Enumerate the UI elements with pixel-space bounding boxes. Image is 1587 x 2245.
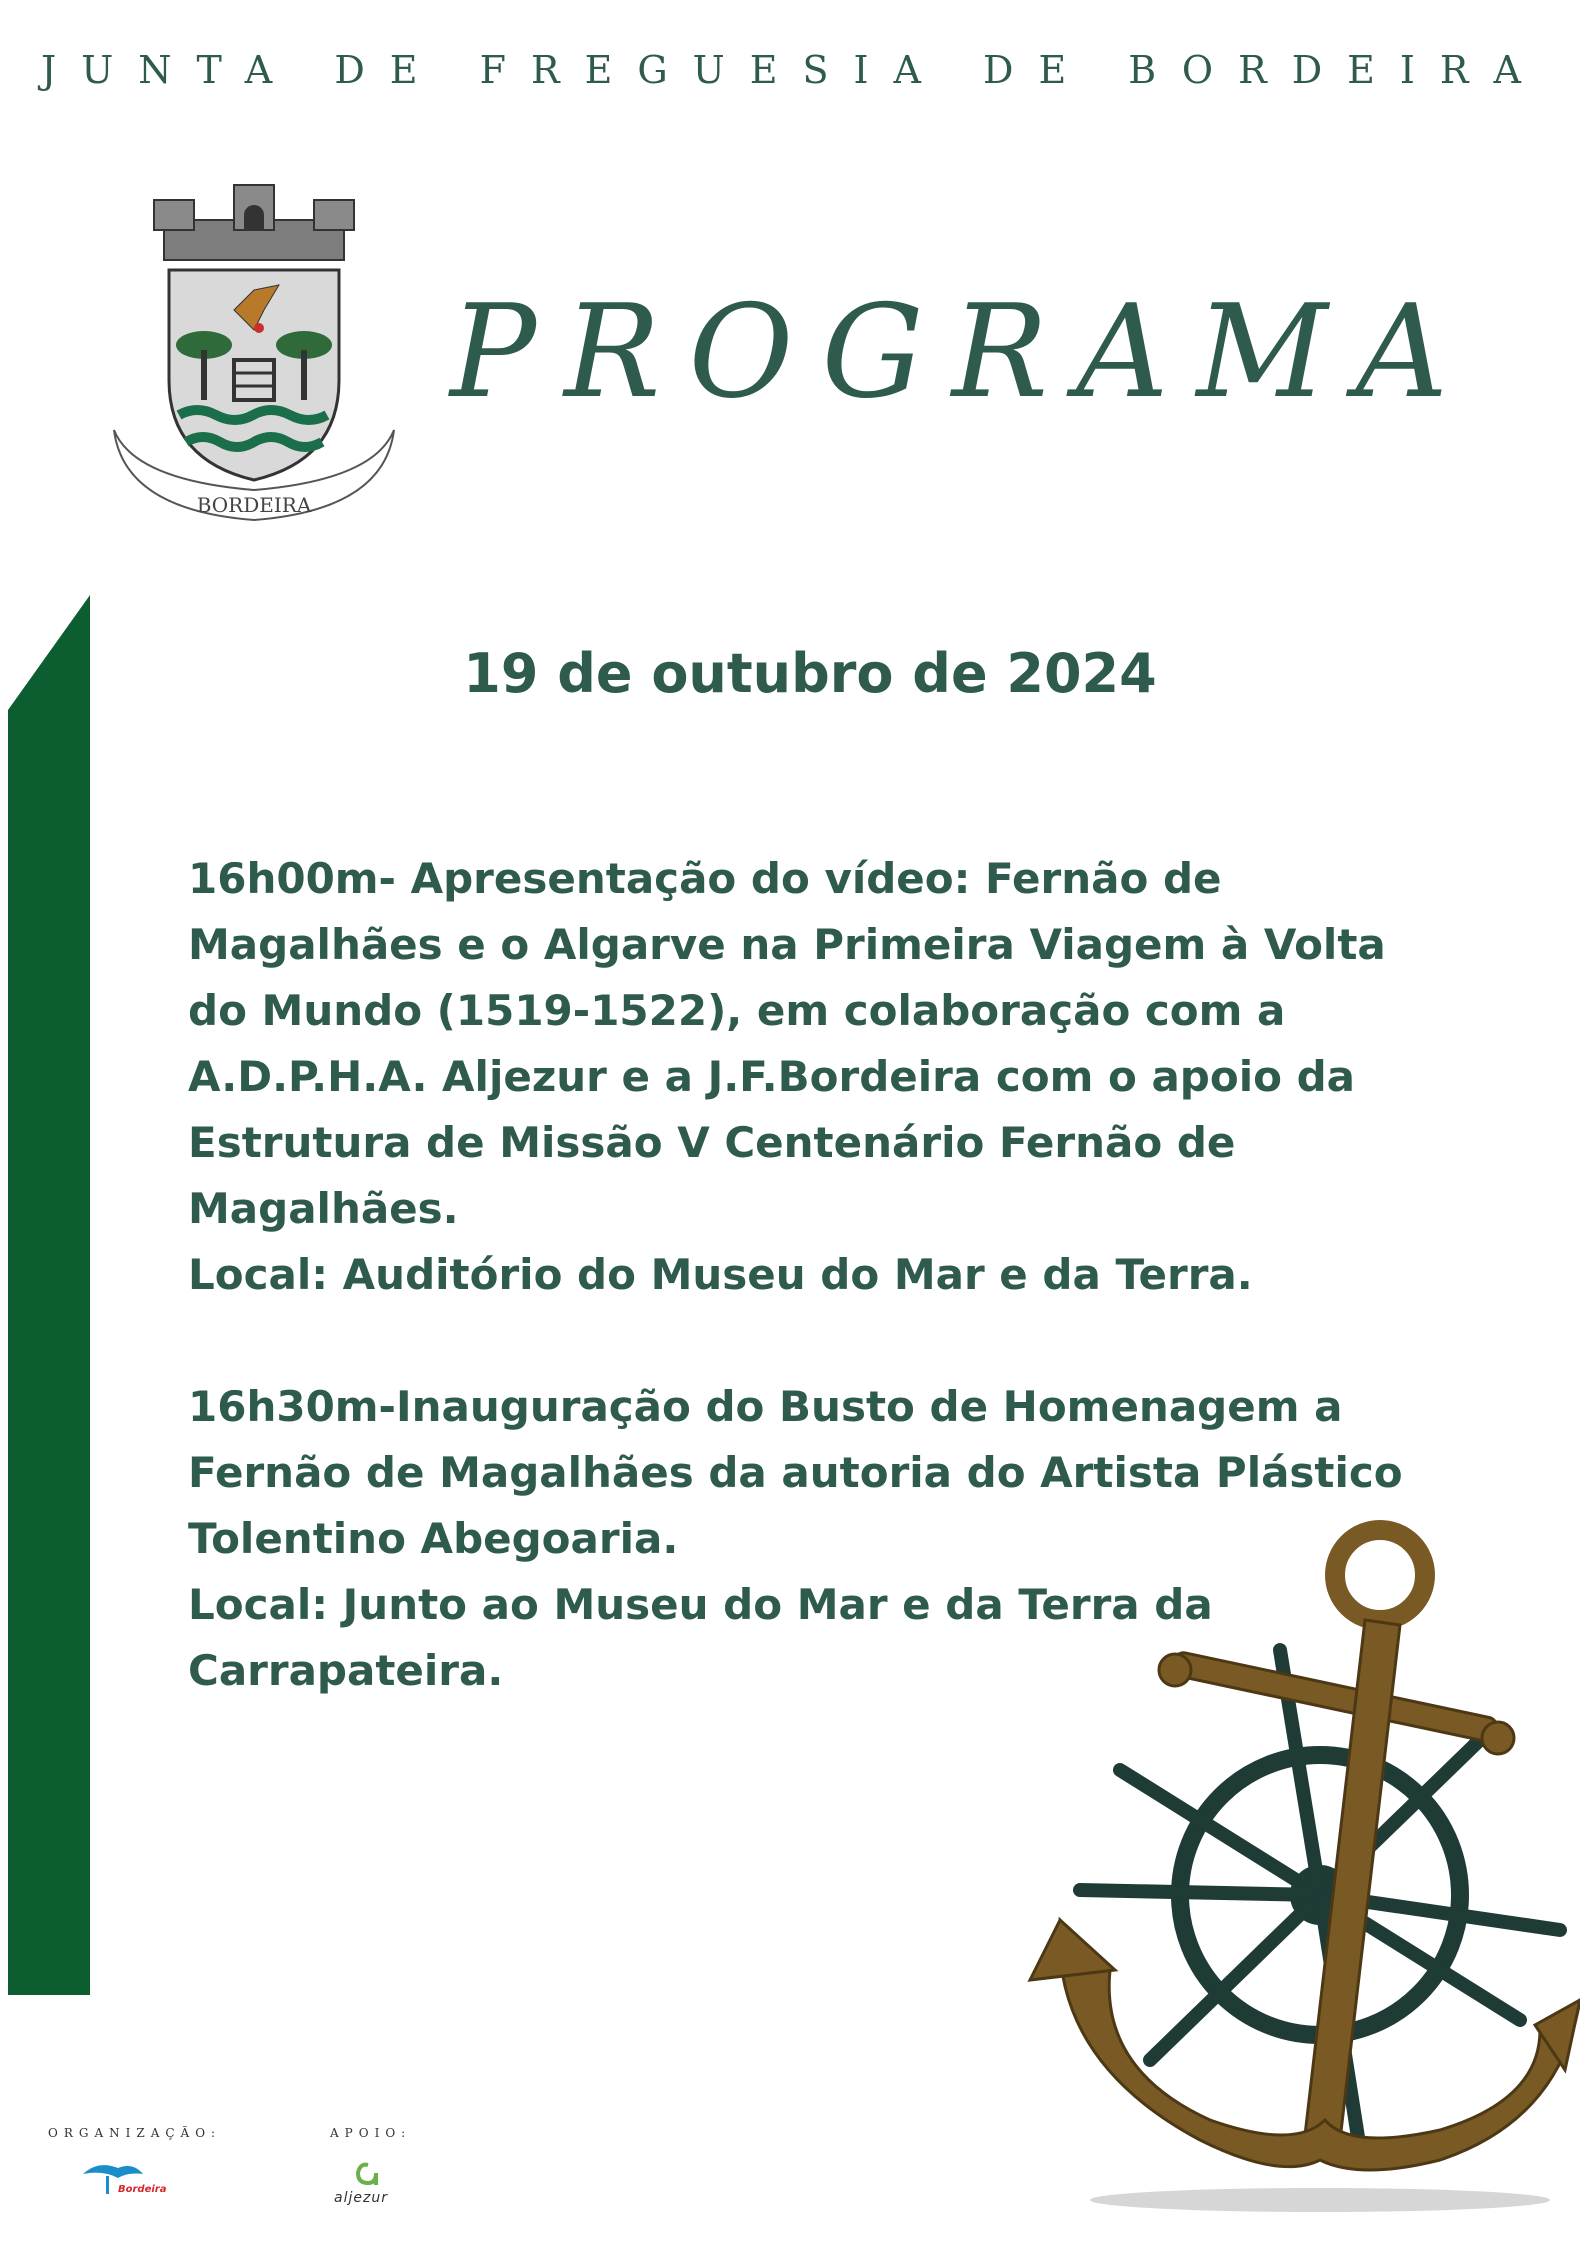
event-date: 19 de outubro de 2024 [463, 642, 1157, 705]
header-title: JUNTA DE FREGUESIA DE BORDEIRA [41, 48, 1546, 92]
event-2-line: Tolentino Abegoaria. [188, 1514, 679, 1563]
event-1-location: Local: Auditório do Museu do Mar e da Terra. [188, 1250, 1253, 1299]
event-1-line: 16h00m- Apresentação do vídeo: Fernão de [188, 854, 1222, 903]
page-heading: PROGRAMA [450, 278, 1476, 427]
crest-ribbon-text: BORDEIRA [196, 493, 312, 517]
event-2-location: Local: Junto ao Museu do Mar e da Terra da [188, 1580, 1213, 1629]
coat-of-arms-emblem [104, 180, 404, 530]
aljezur-logo-text: aljezur [334, 2190, 388, 2206]
anchor-and-ship-wheel-illustration [1020, 1500, 1580, 2220]
event-2-line: Fernão de Magalhães da autoria do Artista Plástico [188, 1448, 1403, 1497]
event-1-line: Magalhães. [188, 1184, 459, 1233]
event-1-line: Magalhães e o Algarve na Primeira Viagem à Volta [188, 920, 1386, 969]
decorative-side-bar [8, 595, 90, 1995]
organization-label: ORGANIZAÇÃO: [48, 2126, 222, 2140]
event-1-line: Estrutura de Missão V Centenário Fernão de [188, 1118, 1236, 1167]
event-1-line: A.D.P.H.A. Aljezur e a J.F.Bordeira com o apoio da [188, 1052, 1355, 1101]
event-2-line: 16h30m-Inauguração do Busto de Homenagem a [188, 1382, 1343, 1431]
support-label: APOIO: [330, 2126, 412, 2140]
event-1-line: do Mundo (1519-1522), em colaboração com a [188, 986, 1286, 1035]
event-2-location: Carrapateira. [188, 1646, 504, 1695]
bordeira-logo-text: Bordeira [118, 2184, 167, 2195]
event-1 [188, 846, 1418, 1308]
